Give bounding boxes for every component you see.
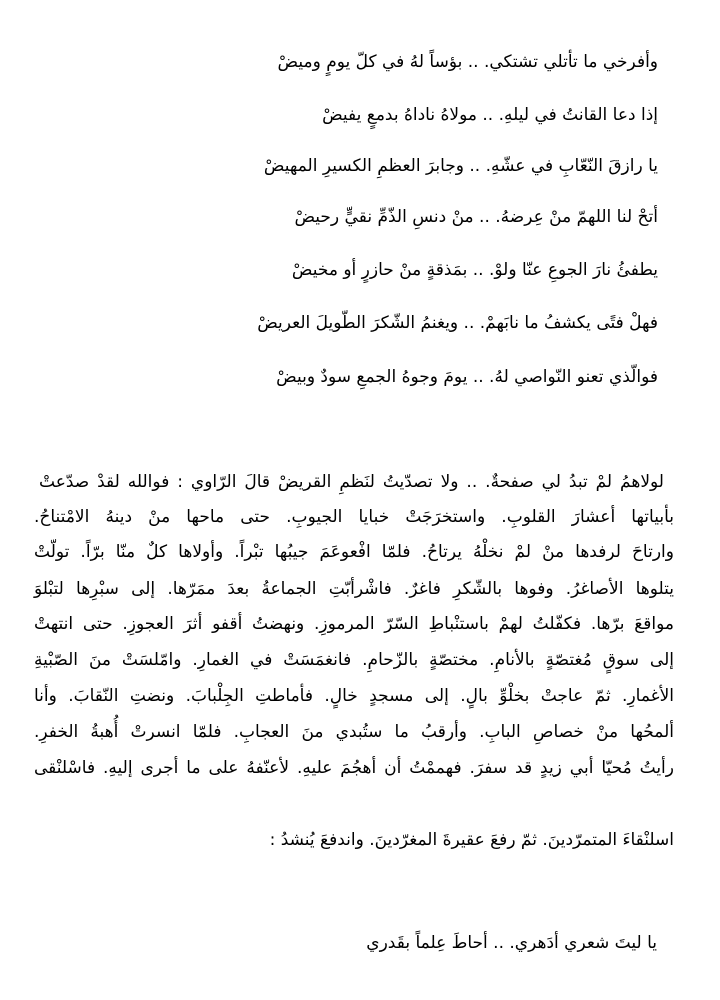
prose-line-4: يتلوها الأصاغرُ. وفوها بالشّكرِ فاغرٌ. فاشْرأبّتِ الجماعةُ بعدَ ممَرّها. إلى سبْرِها لتبْلوَ bbox=[34, 579, 674, 599]
prose-line-3: وارتاحَ لرفدها منْ لمْ نخلْهُ يرتاحُ. فلمّا افْعوعَمَ جيبُها تبْراً. وأولاها كلٌ منّا برّاً. تولّتْ bbox=[34, 542, 674, 562]
closing-verse: يا ليتَ شعري أدَهري. .. أحاطَ عِلماً بقَدري bbox=[366, 933, 657, 953]
poem-verse-3: يا رازقَ النّعّابِ في عشّهِ. .. وجابرَ العظمِ الكسيرِ المهيضْ bbox=[263, 156, 658, 176]
prose-line-2: بأبياتها أعشارَ القلوبِ. واستخرَجَتْ خبايا الجيوبِ. حتى ماحها منْ دينهُ الامْتناحُ. bbox=[34, 507, 674, 527]
poem-verse-7: فوالّذي تعنو النّواصي لهُ. .. يومَ وجوهُ الجمعِ سودٌ وبيضْ bbox=[276, 367, 658, 387]
poem-verse-2: إذا دعا القانتُ في ليلهِ. .. مولاهُ ناداهُ بدمعٍ يفيضْ bbox=[322, 105, 658, 125]
poem-verse-6: فهلْ فتًى يكشفُ ما نابَهمْ. .. ويغنمُ الشّكرَ الطّويلَ العريضْ bbox=[257, 313, 658, 333]
prose-line-8: ألمحُها منْ خصاصِ البابِ. وأرقبُ ما ستُبدي منَ العجابِ. فلمّا انسرتْ أُهبةُ الخفرِ. bbox=[34, 722, 674, 742]
prose-line-7: الأغمارِ. ثمّ عاجتْ بخلْوِّ بالٍ. إلى مسجدٍ خالٍ. فأماطتِ الجِلْبابَ. ونضتِ النّقابَ. وأنا bbox=[34, 686, 674, 706]
prose-line-9: رأيتُ مُحيّا أبي زيدٍ قد سفرَ. فهممْتُ أن أهجُمَ عليهِ. لأعنّفهُ على ما أجرى إليهِ. فاسْلنْقى bbox=[34, 758, 674, 778]
prose-line-10: اسلنْقاءَ المتمرّدينَ. ثمّ رفعَ عقيرةَ المغرّدينَ. واندفعَ يُنشدُ : bbox=[269, 830, 674, 850]
poem-verse-4: أتحْ لنا اللهمّ منْ عِرضهُ. .. منْ دنسِ الذّمِّ نقيٍّ رحيضْ bbox=[294, 207, 658, 227]
prose-line-1: لولاهمُ لمْ تبدُ لي صفحةٌ. .. ولا تصدّيتُ لنَظمِ القريضْ قالَ الرّاوي : فوالله لقدْ صدّعتْ bbox=[39, 472, 664, 492]
prose-line-6: إلى سوقٍ مُغتصّةٍ بالأنامِ. مختصّةٍ بالزّحامِ. فانغمَسَتْ في الغمارِ. وامّلسَتْ منَ الصّبْيةِ bbox=[34, 650, 674, 670]
poem-verse-5: يطفئُ نارَ الجوعِ عنّا ولوْ. .. بمَذقةٍ منْ حازرٍ أو مخيضْ bbox=[291, 260, 658, 280]
prose-line-5: مواقعَ برّها. فكفّلتُ لهمْ باستنْباطِ السّرّ المرموزِ. ونهضتُ أقفو أثرَ العجوزِ. حتى انتهتْ bbox=[34, 614, 674, 634]
poem-verse-1: وأفرخي ما تأتلي تشتكي. .. بؤساً لهُ في كلّ يومٍ وميضْ bbox=[277, 52, 658, 72]
